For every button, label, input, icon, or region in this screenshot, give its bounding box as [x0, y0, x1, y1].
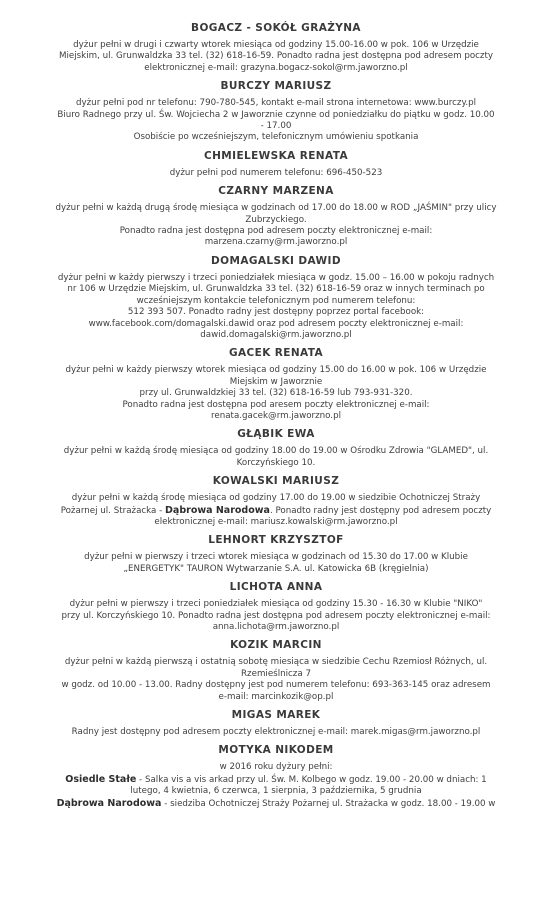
councillor-name: KOZIK MARCIN [230, 639, 322, 652]
description-line: marzena.czarny@rm.jaworzno.pl [204, 237, 348, 248]
description-line: Miejskim w Jaworznie [229, 376, 323, 387]
description-line: dyżur pełni w każdą środę miesiąca od godziny 18.00 do 19.00 w Ośrodku Zdrowia "GLAMED", ul. [63, 446, 489, 457]
councillor-name: MOTYKA NIKODEM [218, 744, 334, 757]
duty-description [10, 168, 542, 179]
description-line: Osobiście po wcześniejszym, telefonicznym umówieniu spotkania [133, 132, 419, 143]
duty-description [10, 493, 542, 528]
description-line: nr 106 w Urzędzie Miejskim, ul. Grunwaldzka 33 tel. (32) 618-16-59 oraz w innych terminach po [67, 284, 485, 295]
duty-description [10, 727, 542, 738]
place-name: Osiedle Stałe [65, 773, 137, 785]
duty-description [10, 657, 542, 703]
councillor-entry [10, 581, 542, 633]
description-line: Rzemieślnicza 7 [241, 668, 311, 679]
duty-description [10, 98, 542, 144]
description-line: Osiedle Stałe - Salka vis a vis arkad przy ul. Św. M. Kolbego w godz. 19.00 - 20.00 w dniach: 1 [65, 773, 487, 785]
description-line: „ENERGETYK" TAURON Wytwarzanie S.A. ul. Katowicka 6B (kręgielnia) [123, 563, 429, 574]
description-line: dyżur pełni pod nr telefonu: 790-780-545, kontakt e-mail strona internetowa: www.burczy.pl [75, 98, 477, 109]
councillor-name: GŁĄBIK EWA [237, 428, 315, 441]
description-line: dyżur pełni w każdy pierwszy wtorek miesiąca od godziny 15.00 do 16.00 w pok. 106 w Urzędzie [65, 365, 487, 376]
councillor-entry [10, 744, 542, 810]
councillor-entry [10, 80, 542, 144]
description-line: Miejskim, ul. Grunwaldzka 33 tel. (32) 618-16-59. Ponadto radna jest dostępna pod adresem poczty [58, 51, 494, 62]
description-line: w godz. od 10.00 - 13.00. Radny dostępny jest pod numerem telefonu: 693-363-145 oraz adresem [61, 680, 491, 691]
councillor-name: LEHNORT KRZYSZTOF [208, 534, 344, 547]
description-line: elektronicznej e-mail: mariusz.kowalski@rm.jaworzno.pl [154, 516, 398, 527]
description-line: - 17.00 [260, 121, 292, 132]
councillor-entry [10, 255, 542, 341]
description-line: Dąbrowa Narodowa - siedziba Ochotniczej Straży Pożarnej ul. Strażacka w godz. 18.00 - 19.00 w [56, 797, 496, 809]
description-line: przy ul. Korczyńskiego 10. Ponadto radna jest dostępna pod adresem poczty elektronicznej e-mail: [61, 610, 491, 621]
duty-description [10, 446, 542, 469]
description-line: Ponadto radna jest dostępna pod adresem poczty elektronicznej e-mail: [119, 226, 433, 237]
duty-description [10, 599, 542, 633]
description-line: e-mail: marcinkozik@op.pl [218, 691, 334, 702]
place-name: Dąbrowa Narodowa [56, 797, 162, 809]
duty-description [10, 273, 542, 341]
description-line: dyżur pełni w drugi i czwarty wtorek miesiąca od godziny 15.00-16.00 w pok. 106 w Urzędzie [73, 40, 479, 50]
description-line: Zubrzyckiego. [245, 214, 307, 225]
description-line: 512 393 507. Ponadto radny jest dostępny poprzez portal facebook: [127, 307, 425, 318]
councillor-entry [10, 185, 542, 249]
councillor-name: DOMAGALSKI DAWID [211, 254, 341, 267]
description-line: Biuro Radnego przy ul. Św. Wojciecha 2 w Jaworznie czynne od poniedziałku do piątku w godz. 10.00 [57, 109, 495, 120]
description-line: lutego, 4 kwietnia, 6 czerwca, 1 sierpnia, 3 października, 5 grudnia [130, 786, 422, 797]
duty-description [10, 365, 542, 422]
councillor-entry [10, 475, 542, 528]
description-line: dyżur pełni w każdy pierwszy i trzeci poniedziałek miesiąca w godz. 15.00 – 16.00 w pokoju radnych [57, 272, 495, 283]
councillor-entry [10, 428, 542, 469]
councillor-entry [10, 709, 542, 738]
description-line: www.facebook.com/domagalski.dawid oraz pod adresem poczty elektronicznej e-mail: [88, 318, 464, 329]
councillor-entry [10, 639, 542, 703]
councillor-entry [10, 534, 542, 575]
councillor-entry [10, 150, 542, 179]
councillor-name: GACEK RENATA [228, 347, 324, 360]
councillor-name: LICHOTA ANNA [229, 581, 323, 594]
description-line: Pożarnej ul. Strażacka - Dąbrowa Narodowa. Ponadto radny jest dostępny pod adresem poczty [60, 504, 492, 516]
councillor-entry [10, 22, 542, 74]
councillor-name: MIGAS MAREK [231, 709, 321, 722]
description-line: dyżur pełni w pierwszy i trzeci wtorek miesiąca w godzinach od 15.30 do 17.00 w Klubie [84, 552, 468, 563]
description-line: dyżur pełni w każdą pierwszą i ostatnią sobotę miesiąca w siedzibie Cechu Rzemiosł Różnych, ul. [64, 657, 488, 668]
description-line: anna.lichota@rm.jaworzno.pl [212, 622, 340, 632]
councillor-name: CHMIELEWSKA RENATA [204, 149, 348, 162]
description-line: dyżur pełni pod numerem telefonu: 696-450-523 [169, 167, 383, 178]
councillor-name: BOGACZ - SOKÓŁ GRAŻYNA [191, 22, 361, 34]
duty-description [10, 762, 542, 810]
place-name: Dąbrowa Narodowa [165, 504, 270, 516]
description-line: Korczyńskiego 10. [236, 457, 316, 468]
description-line: dyżur pełni w każdą środę miesiąca od godziny 17.00 do 19.00 w siedzibie Ochotniczej Straży [71, 493, 481, 504]
description-line: dawid.domagalski@rm.jaworzno.pl [200, 329, 352, 340]
description-line: przy ul. Grunwaldzkiej 33 tel. (32) 618-16-59 lub 793-931-320. [139, 388, 413, 399]
councillor-entry [10, 347, 542, 422]
description-line: w 2016 roku dyżury pełni: [219, 762, 333, 773]
duty-description [10, 40, 542, 74]
description-line: renata.gacek@rm.jaworzno.pl [210, 410, 341, 421]
description-line: elektronicznej e-mail: grazyna.bogacz-sokol@rm.jaworzno.pl [144, 62, 408, 73]
councillor-name: BURCZY MARIUSZ [220, 80, 332, 93]
duty-description [10, 552, 542, 575]
councillor-name: KOWALSKI MARIUSZ [212, 475, 340, 488]
councillor-name: CZARNY MARZENA [218, 185, 334, 198]
description-line: dyżur pełni w pierwszy i trzeci poniedziałek miesiąca od godziny 15.30 - 16.30 w Klubie "NIKO" [69, 599, 483, 610]
description-line: Ponadto radna jest dostępna pod aresem poczty elektronicznej e-mail: [122, 399, 430, 410]
description-line: wcześniejszym kontakcie telefonicznym pod numerem telefonu: [136, 295, 416, 306]
description-line: dyżur pełni w każdą drugą środę miesiąca w godzinach od 17.00 do 18.00 w ROD „JAŚMIN" przy ulicy [55, 203, 497, 214]
description-line: Radny jest dostępny pod adresem poczty elektronicznej e-mail: marek.migas@rm.jaworzno.pl [71, 727, 481, 738]
duty-description [10, 203, 542, 249]
